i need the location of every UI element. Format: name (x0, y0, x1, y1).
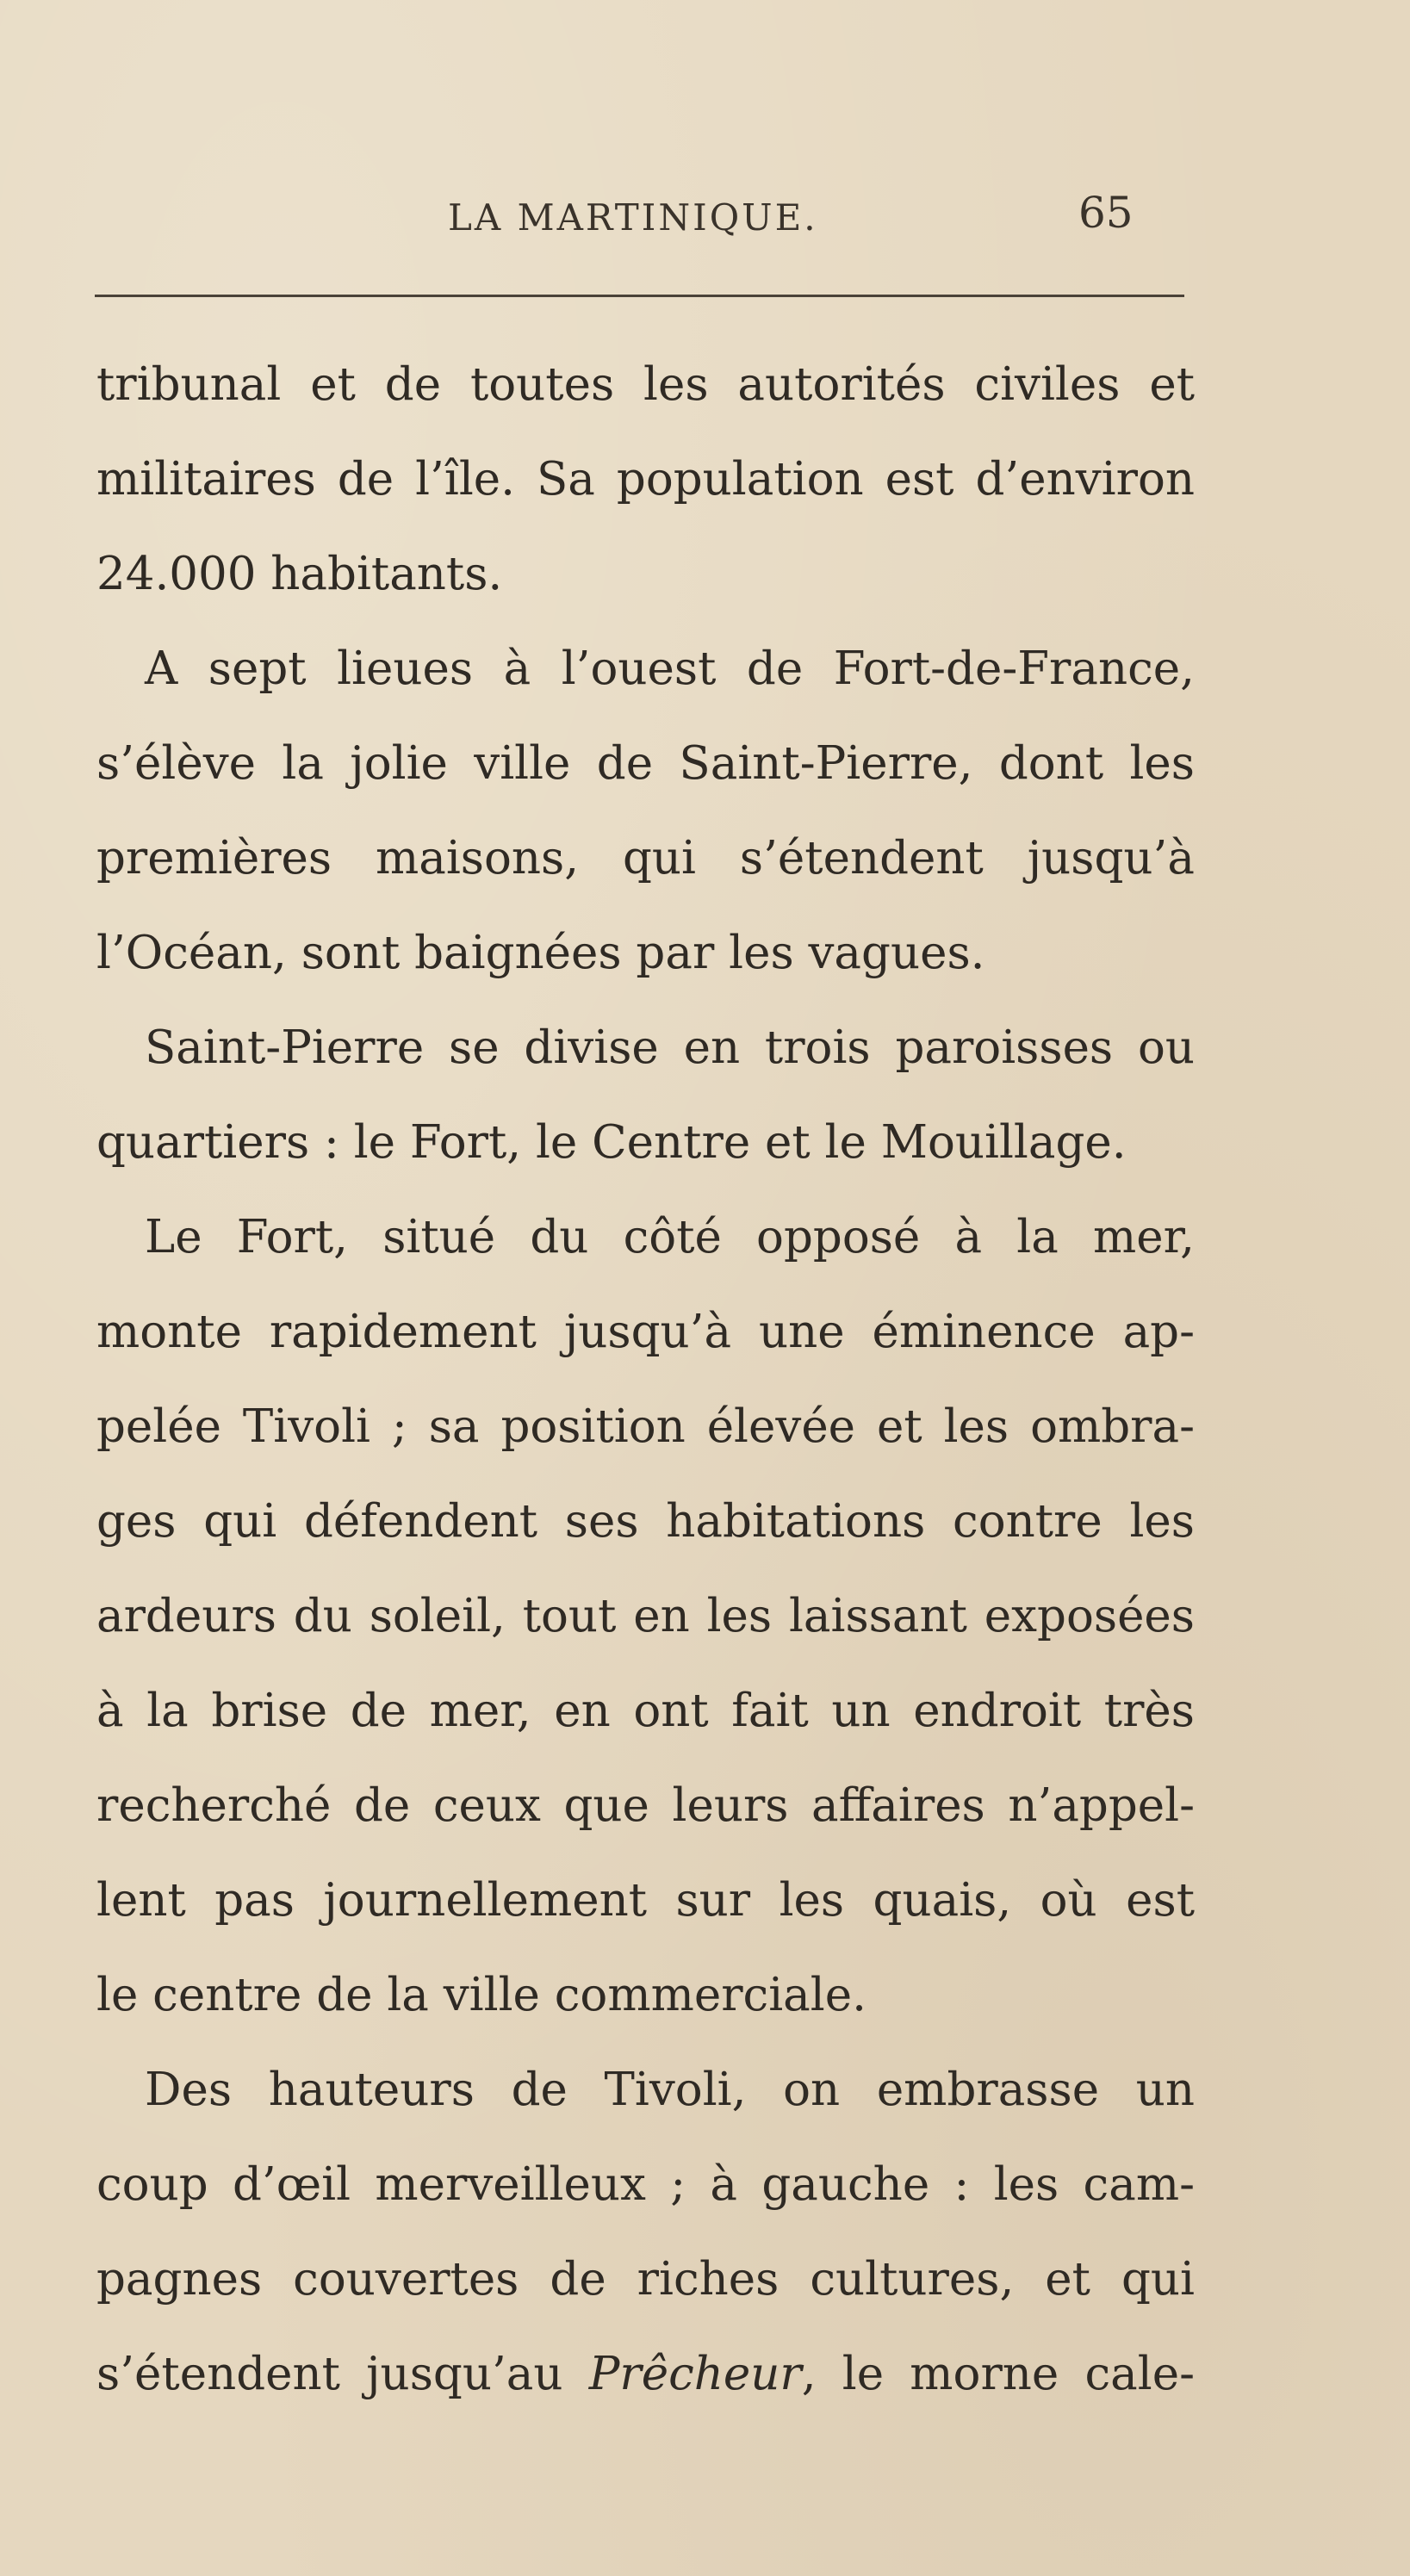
body-text (96, 338, 1195, 2448)
text-line: ardeurs du soleil, tout en les laissant exposées (96, 1590, 1195, 1642)
text-line: l’Océan, sont baignées par les vagues. (96, 927, 985, 979)
text-segment: , le morne cale- (801, 2348, 1195, 2400)
running-head (0, 188, 1410, 248)
text-line: 24.000 habitants. (96, 548, 503, 600)
header-rule (95, 295, 1184, 297)
text-line-with-italic (96, 2327, 1195, 2422)
text-line: Des hauteurs de Tivoli, on embrasse un (145, 2064, 1195, 2116)
text-line: pelée Tivoli ; sa position élevée et les ombra- (96, 1400, 1195, 1453)
text-line: le centre de la ville commerciale. (96, 1969, 866, 2021)
text-line: premières maisons, qui s’étendent jusqu’à (96, 832, 1195, 885)
text-line: ges qui défendent ses habitations contre les (96, 1495, 1195, 1548)
text-line: à la brise de mer, en ont fait un endroit très (96, 1685, 1195, 1737)
text-line: monte rapidement jusqu’à une éminence ap- (96, 1306, 1195, 1358)
text-line: quartiers : le Fort, le Centre et le Mouillage. (96, 1116, 1127, 1169)
text-line: tribunal et de toutes les autorités civiles et (96, 358, 1195, 411)
text-line: militaires de l’île. Sa population est d’environ (96, 453, 1195, 506)
text-line: s’élève la jolie ville de Saint-Pierre, dont les (96, 737, 1195, 790)
text-segment: s’étendent jusqu’au (96, 2348, 563, 2400)
text-line: coup d’œil merveilleux ; à gauche : les cam- (96, 2158, 1195, 2211)
text-line: recherché de ceux que leurs affaires n’appel- (96, 1779, 1195, 1832)
italic-place-name: Prêcheur (588, 2348, 802, 2400)
running-head-title: LA MARTINIQUE. (448, 196, 818, 239)
page-number: 65 (1078, 188, 1134, 238)
text-line: pagnes couvertes de riches cultures, et qui (96, 2253, 1195, 2306)
text-line: A sept lieues à l’ouest de Fort-de-France, (145, 642, 1195, 695)
text-line: Saint-Pierre se divise en trois paroisses ou (145, 1021, 1195, 1074)
text-line: lent pas journellement sur les quais, où est (96, 1874, 1195, 1927)
text-line: Le Fort, situé du côté opposé à la mer, (145, 1211, 1195, 1263)
